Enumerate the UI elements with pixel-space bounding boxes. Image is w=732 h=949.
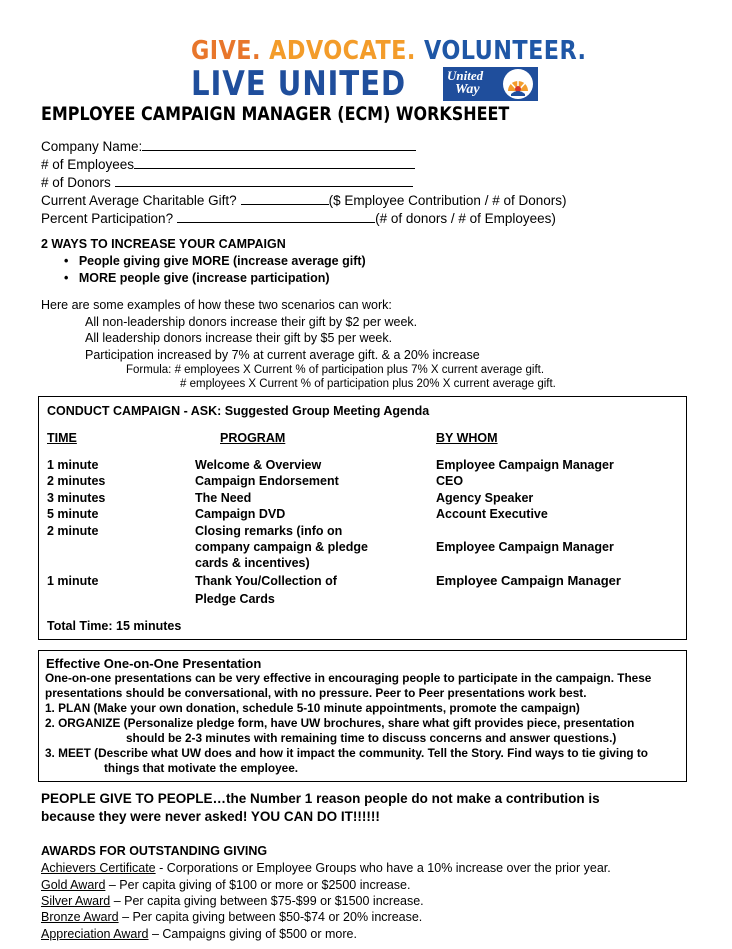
avg-gift-label: Current Average Charitable Gift?	[41, 193, 237, 208]
award-item	[41, 909, 422, 925]
award-item	[41, 926, 357, 942]
participation-note: (# of donors / # of Employees)	[375, 211, 556, 226]
agenda-program-cont: company campaign & pledge	[195, 540, 368, 554]
agenda-heading: CONDUCT CAMPAIGN - ASK: Suggested Group Meeting Agenda	[47, 404, 430, 418]
people-line-2: because they were never asked! YOU CAN DO IT!!!!!!	[41, 809, 380, 824]
agenda-whom: Employee Campaign Manager	[436, 573, 621, 588]
employees-row	[41, 156, 415, 173]
award-desc: – Per capita giving between $75-$99 or $1500 increase.	[110, 894, 424, 908]
agenda-whom: Employee Campaign Manager	[436, 458, 614, 472]
agenda-col-program: PROGRAM	[220, 431, 286, 445]
company-name-row	[41, 138, 416, 155]
award-item	[41, 877, 410, 893]
ways-bullet-1	[64, 253, 366, 270]
one-on-one-step-3b: things that motivate the employee.	[104, 761, 299, 775]
agenda-program: Campaign DVD	[195, 507, 286, 521]
ways-heading: 2 WAYS TO INCREASE YOUR CAMPAIGN	[41, 237, 286, 251]
donors-label: # of Donors	[41, 175, 111, 190]
award-desc: – Per capita giving of $100 or more or $2500 increase.	[105, 878, 411, 892]
participation-row	[41, 210, 556, 227]
bullet-dot-icon: •	[64, 254, 69, 268]
agenda-whom: CEO	[436, 474, 464, 488]
agenda-program: The Need	[195, 491, 252, 505]
agenda-whom: Account Executive	[436, 507, 548, 521]
bullet-dot-icon: •	[64, 271, 69, 285]
logo-tagline	[191, 36, 586, 66]
examples-intro: Here are some examples of how these two scenarios can work:	[41, 298, 392, 312]
uw-line1: United	[447, 68, 484, 83]
logo-advocate: ADVOCATE.	[269, 36, 416, 66]
agenda-time: 2 minutes	[47, 474, 106, 488]
live-united-logo	[191, 36, 587, 104]
award-desc: - Corporations or Employee Groups who have a 10% increase over the prior year.	[155, 861, 611, 875]
award-desc: – Campaigns giving of $500 or more.	[148, 927, 357, 941]
united-way-badge	[443, 67, 538, 101]
agenda-program-cont: cards & incentives)	[195, 556, 310, 570]
award-name: Gold Award	[41, 878, 106, 892]
avg-gift-note: ($ Employee Contribution / # of Donors)	[328, 193, 567, 208]
logo-give: GIVE.	[191, 36, 261, 66]
award-item	[41, 893, 424, 909]
page-title: EMPLOYEE CAMPAIGN MANAGER (ECM) WORKSHEET	[41, 103, 510, 125]
company-name-blank[interactable]	[142, 138, 416, 151]
logo-volunteer: VOLUNTEER.	[424, 36, 587, 66]
donors-row	[41, 174, 413, 191]
agenda-col-whom: BY WHOM	[436, 431, 498, 445]
one-on-one-p1: One-on-one presentations can be very effective in encouraging people to participate in the campaign. These	[45, 671, 652, 685]
formula-line-2: # employees X Current % of participation plus 20% X current average gift.	[180, 378, 556, 390]
agenda-box	[38, 396, 687, 640]
one-on-one-step-3: 3. MEET (Describe what UW does and how it impact the community. Tell the Story. Find ways to tie giving to	[45, 746, 649, 760]
employees-label: # of Employees	[41, 157, 135, 172]
agenda-whom: Agency Speaker	[436, 491, 534, 505]
ways-bullet-2	[64, 270, 330, 287]
ways-bullet-2-text: MORE people give (increase participation)	[78, 271, 330, 285]
agenda-program: Welcome & Overview	[195, 458, 322, 472]
one-on-one-step-2: 2. ORGANIZE (Personalize pledge form, have UW brochures, share what gift provides piece, presentation	[45, 716, 635, 730]
one-on-one-step-2b: should be 2-3 minutes with remaining time to discuss concerns and answer questions.)	[126, 731, 617, 745]
donors-blank[interactable]	[115, 174, 413, 187]
award-item	[41, 860, 611, 876]
award-name: Achievers Certificate	[41, 861, 156, 875]
agenda-time: 2 minute	[47, 524, 99, 538]
awards-heading: AWARDS FOR OUTSTANDING GIVING	[41, 844, 268, 858]
agenda-time: 1 minute	[47, 574, 99, 588]
agenda-total: Total Time: 15 minutes	[47, 619, 182, 633]
uw-line2: Way	[455, 82, 480, 97]
participation-label: Percent Participation?	[41, 211, 174, 226]
agenda-program: Closing remarks (info on	[195, 524, 343, 538]
agenda-time: 1 minute	[47, 458, 99, 472]
ways-bullet-1-text: People giving give MORE (increase average gift)	[78, 254, 366, 268]
one-on-one-heading: Effective One-on-One Presentation	[46, 656, 262, 671]
people-line-1: PEOPLE GIVE TO PEOPLE…the Number 1 reason people do not make a contribution is	[41, 791, 600, 806]
examples-line-1: All non-leadership donors increase their gift by $2 per week.	[85, 315, 418, 329]
formula-line-1: Formula: # employees X Current % of participation plus 7% X current average gift.	[126, 364, 545, 376]
avg-gift-row	[41, 192, 566, 209]
united-way-emblem-icon	[503, 69, 533, 99]
award-name: Bronze Award	[41, 910, 119, 924]
award-name: Silver Award	[41, 894, 111, 908]
examples-line-2: All leadership donors increase their gift by $5 per week.	[85, 331, 393, 345]
agenda-program-cont: Pledge Cards	[195, 592, 275, 606]
agenda-program: Campaign Endorsement	[195, 474, 339, 488]
agenda-col-time: TIME	[47, 431, 77, 445]
one-on-one-p2: presentations should be conversational, with no pressure. Peer to Peer presentations work best.	[45, 686, 587, 700]
participation-blank[interactable]	[177, 210, 375, 223]
logo-live-united: LIVE UNITED	[191, 64, 407, 104]
agenda-whom: Employee Campaign Manager	[436, 540, 614, 554]
award-name: Appreciation Award	[41, 927, 149, 941]
award-desc: – Per capita giving between $50-$74 or 20% increase.	[118, 910, 423, 924]
agenda-time: 5 minute	[47, 507, 99, 521]
agenda-program: Thank You/Collection of	[195, 574, 337, 588]
agenda-time: 3 minutes	[47, 491, 106, 505]
avg-gift-blank[interactable]	[241, 192, 329, 205]
company-name-label: Company Name:	[41, 139, 143, 154]
one-on-one-step-1: 1. PLAN (Make your own donation, schedule 5-10 minute appointments, promote the campaign)	[45, 701, 580, 715]
employees-blank[interactable]	[134, 156, 415, 169]
examples-line-3: Participation increased by 7% at current average gift. & a 20% increase	[85, 348, 480, 362]
